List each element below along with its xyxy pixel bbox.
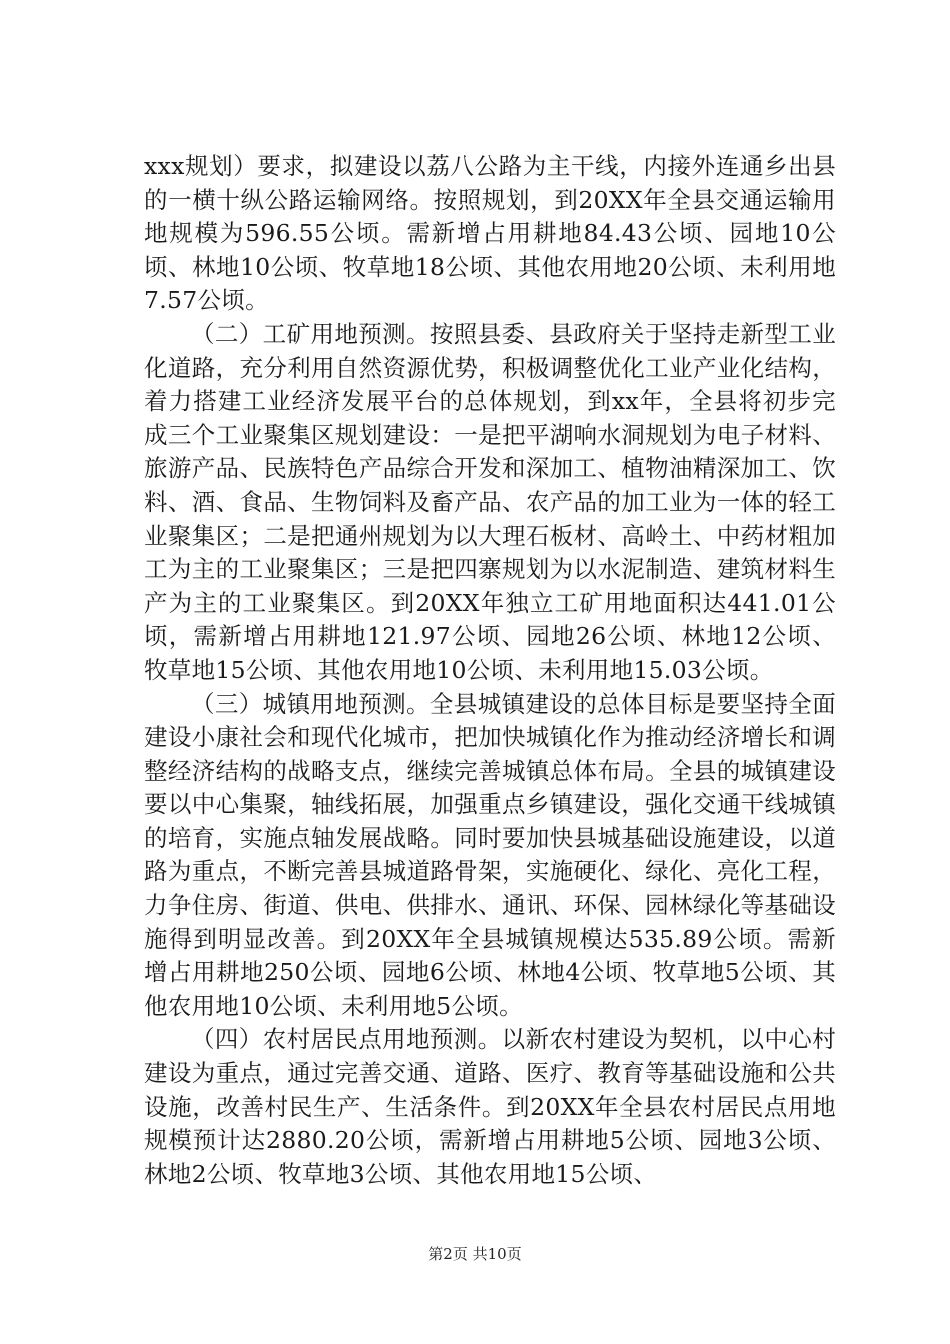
paragraph-rural-settlement-land: （四）农村居民点用地预测。以新农村建设为契机，以中心村建设为重点，通过完善交通、道路、医疗、教育等基础设施和公共设施，改善村民生产、生活条件。到20XX年全县农村居民点用地规模预计达2880.20公顷，需新增占用耕地5公顷、园地3公顷、林地2公顷、牧草地3公顷、其他农用地15公顷、 — [144, 1025, 836, 1188]
page-number-footer: 第2页 共10页 — [428, 1245, 522, 1263]
paragraph-continuation: xxx规划）要求，拟建设以荔八公路为主干线，内接外连通乡出县的一横十纵公路运输网络。按照规划，到20XX年全县交通运输用地规模为596.55公顷。需新增占用耕地84.43公顷、园地10公顷、林地10公顷、牧草地18公顷、其他农用地20公顷、未利用地7.57公顷。 — [144, 152, 836, 315]
paragraph-urban-land: （三）城镇用地预测。全县城镇建设的总体目标是要坚持全面建设小康社会和现代化城市，把加快城镇化作为推动经济增长和调整经济结构的战略支点，继续完善城镇总体布局。全县的城镇建设要以中心集聚，轴线拓展，加强重点乡镇建设，强化交通干线城镇的培育，实施点轴发展战略。同时要加快县城基础设施建设，以道路为重点，不断完善县城道路骨架，实施硬化、绿化、亮化工程，力争住房、街道、供电、供排水、通讯、环保、园林绿化等基础设施得到明显改善。到20XX年全县城镇规模达535.89公顷。需新增占用耕地250公顷、园地6公顷、林地4公顷、牧草地5公顷、其他农用地10公顷、未利用地5公顷。 — [144, 689, 836, 1020]
paragraph-industrial-land: （二）工矿用地预测。按照县委、县政府关于坚持走新型工业化道路，充分利用自然资源优势，积极调整优化工业产业化结构，着力搭建工业经济发展平台的总体规划，到xx年，全县将初步完成三个工业聚集区规划建设：一是把平湖响水洞规划为电子材料、旅游产品、民族特色产品综合开发和深加工、植物油精深加工、饮料、酒、食品、生物饲料及畜产品、农产品的加工业为一体的轻工业聚集区；二是把通州规划为以大理石板材、高岭土、中药材粗加工为主的工业聚集区；三是把四寨规划为以水泥制造、建筑材料生产为主的工业聚集区。到20XX年独立工矿用地面积达441.01公顷，需新增占用耕地121.97公顷、园地26公顷、林地12公顷、牧草地15公顷、其他农用地10公顷、未利用地15.03公顷。 — [144, 319, 836, 684]
document-body — [144, 150, 836, 1191]
